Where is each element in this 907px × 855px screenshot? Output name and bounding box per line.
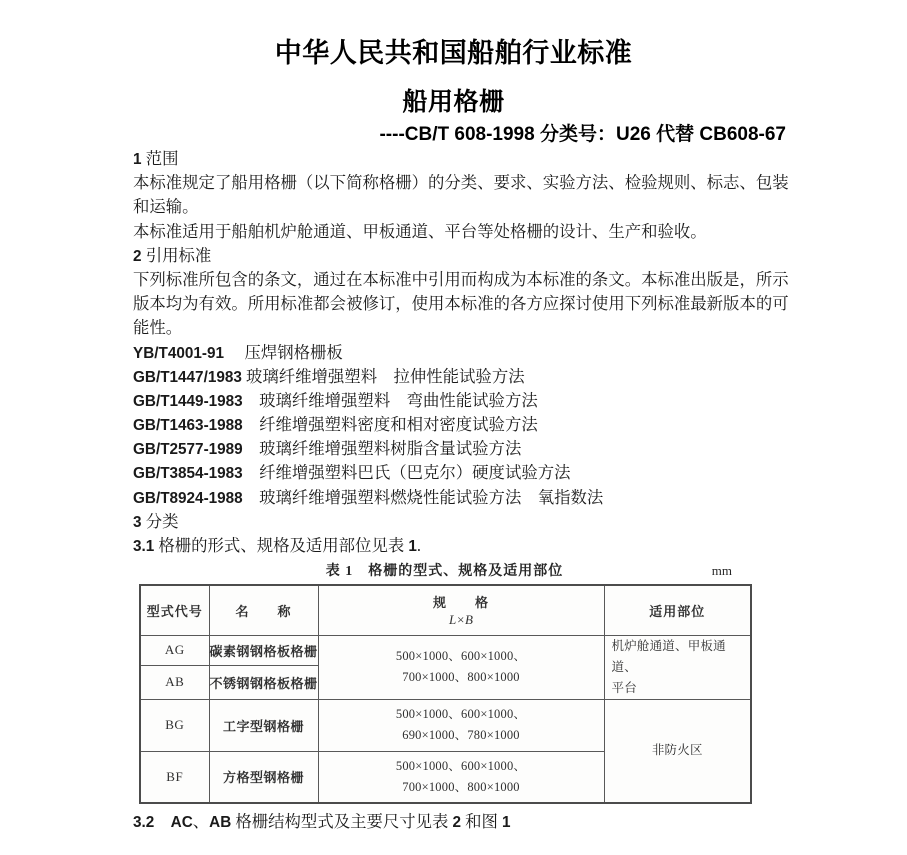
text-line: 和运输。 [133,197,199,217]
text-line: 3 分类 [133,511,179,531]
header-spec [318,585,604,635]
standard-title: 中华人民共和国船舶行业标准 [274,38,633,68]
table1-unit-label: mm [711,563,732,578]
table-row-bg [140,699,751,751]
table1-caption: 表 1 格栅的型式、规格及适用部位 [325,564,564,579]
standard-number-line: ----CB/T 608-1998 分类号：U26 代替 CB608-67 [379,124,786,145]
text-line: 能性。 [133,318,183,338]
table1-section [139,560,750,804]
cell-name-bf: 方格型钢格栅 [209,751,318,803]
table1-caption-row [139,560,750,584]
text-line: GB/T1449-1983 玻璃纤维增强塑料 弯曲性能试验方法 [133,390,538,410]
text-line: GB/T1463-1988 纤维增强塑料密度和相对密度试验方法 [133,415,538,435]
text-line: GB/T3854-1983 纤维增强塑料巴氏（巴克尔）硬度试验方法 [133,463,571,483]
text-line: 下列标准所包含的条文，通过在本标准中引用而构成为本标准的条文。本标准出版是，所示 [133,269,789,289]
text-line: 2 引用标准 [133,245,212,265]
text-line: GB/T8924-1988 玻璃纤维增强塑料燃烧性能试验方法 氧指数法 [133,487,604,507]
text-line: 本标准适用于船舶机炉舱通道、甲板通道、平台等处格栅的设计、生产和验收。 [133,221,707,241]
standard-subject-title: 船用格栅 [402,88,505,116]
text-line: GB/T1447/1983 玻璃纤维增强塑料 拉伸性能试验方法 [133,366,525,386]
cell-name-bg: 工字型钢格栅 [209,699,318,751]
header-code: 型式代号 [140,585,209,635]
document-body [133,147,793,558]
cell-code-ab: AB [140,665,209,699]
text-line: 版本均为有效。所用标准都会被修订，使用本标准的各方应探讨使用下列标准最新版本的可 [133,294,789,314]
header-spec-label: 规 格 [432,594,489,610]
text-line: 本标准规定了船用格栅（以下简称格栅）的分类、要求、实验方法、检验规则、标志、包装 [133,173,789,193]
header-spec-lxb: L×B [449,611,473,627]
cell-code-ag: AG [140,635,209,665]
table-row-ag [140,635,751,665]
cell-name-ag: 碳素钢钢格板格栅 [209,635,318,665]
cell-name-ab: 不锈钢钢格板格栅 [209,665,318,699]
table1-header-row [140,585,751,635]
cell-code-bf: BF [140,751,209,803]
cell-spec-bf: 500×1000、600×1000、 700×1000、800×1000 [318,751,604,803]
text-line: 1 范围 [133,149,179,168]
text-line: YB/T4001-91 压焊钢格栅板 [133,342,343,362]
cell-spec-bg: 500×1000、600×1000、 690×1000、780×1000 [318,699,604,751]
section-3-2-line [133,810,511,834]
text-line: 3.2 AC、AB 格栅结构型式及主要尺寸见表 2 和图 1 [133,812,511,831]
cell-location-ag-ab: 机炉舱通道、甲板通道、 平台 [604,635,751,699]
cell-code-bg: BG [140,699,209,751]
cell-spec-ag-ab: 500×1000、600×1000、 700×1000、800×1000 [318,635,604,699]
text-line: GB/T2577-1989 玻璃纤维增强塑料树脂含量试验方法 [133,439,522,459]
header-name: 名 称 [209,585,318,635]
cell-location-bg-bf: 非防火区 [604,699,751,803]
text-line: 3.1 格栅的形式、规格及适用部位见表 1. [133,536,421,555]
header-location: 适用部位 [604,585,751,635]
table1 [139,584,752,804]
